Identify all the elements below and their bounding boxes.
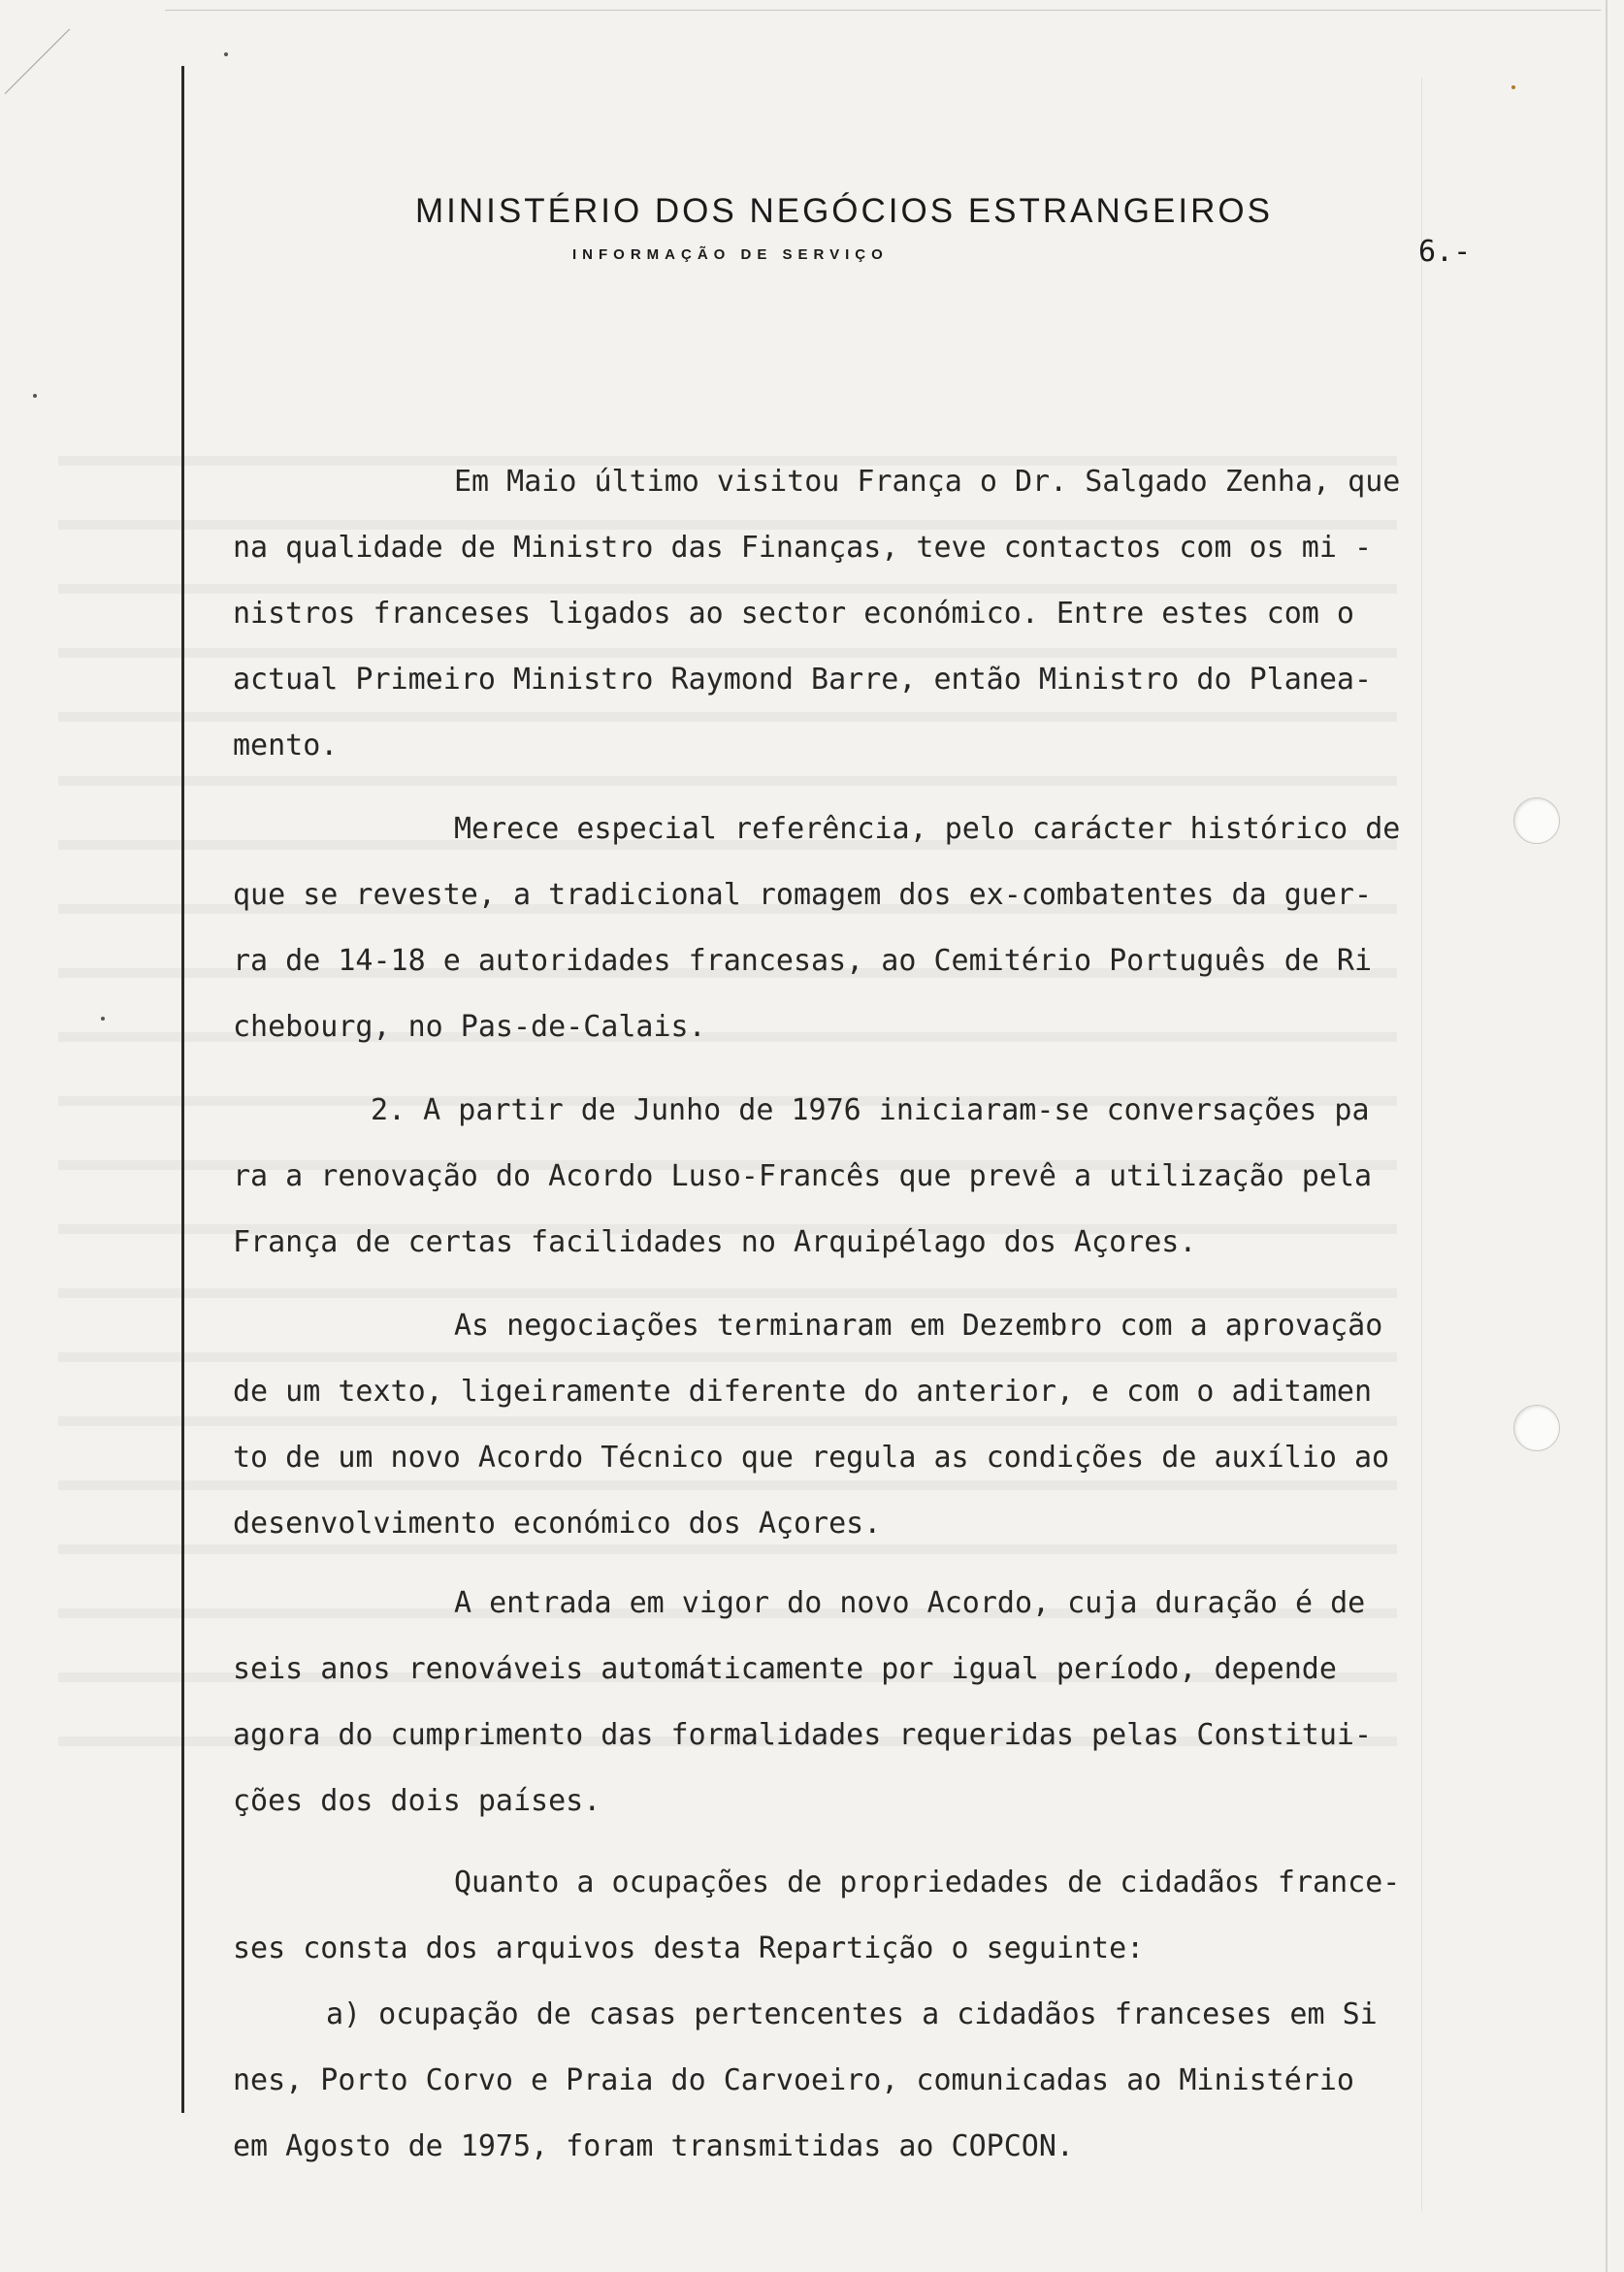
text-line: As negociações terminaram em Dezembro com a aprovação	[454, 1309, 1383, 1343]
text-line: nes, Porto Corvo e Praia do Carvoeiro, comunicadas ao Ministério	[233, 2063, 1354, 2097]
text-line: agora do cumprimento das formalidades requeridas pelas Constitui-	[233, 1718, 1372, 1752]
text-line: ses consta dos arquivos desta Repartição o seguinte:	[233, 1931, 1145, 1965]
text-line: mento.	[233, 729, 339, 763]
text-line: de um texto, ligeiramente diferente do anterior, e com o aditamen	[233, 1375, 1372, 1409]
text-line: seis anos renováveis automáticamente por igual período, depende	[233, 1652, 1337, 1686]
text-line: Quanto a ocupações de propriedades de cidadãos france-	[454, 1866, 1401, 1899]
text-line: ra a renovação do Acordo Luso-Francês que prevê a utilização pela	[233, 1159, 1372, 1193]
text-line: 2. A partir de Junho de 1976 iniciaram-se conversações pa	[371, 1093, 1370, 1127]
text-line: ções dos dois países.	[233, 1784, 601, 1818]
text-line: ra de 14-18 e autoridades francesas, ao Cemitério Português de Ri	[233, 944, 1372, 978]
text-line: desenvolvimento económico dos Açores.	[233, 1507, 882, 1541]
page-number: 6.-	[1418, 235, 1472, 269]
text-line: chebourg, no Pas-de-Calais.	[233, 1010, 706, 1044]
text-line: a) ocupação de casas pertencentes a cidadãos franceses em Si	[326, 1997, 1378, 2031]
text-line: A entrada em vigor do novo Acordo, cuja duração é de	[454, 1586, 1366, 1620]
text-line: em Agosto de 1975, foram transmitidas ao COPCON.	[233, 2129, 1074, 2163]
text-line: França de certas facilidades no Arquipélago dos Açores.	[233, 1225, 1197, 1259]
text-line: actual Primeiro Ministro Raymond Barre, então Ministro do Planea-	[233, 663, 1372, 697]
ministry-title: MINISTÉRIO DOS NEGÓCIOS ESTRANGEIROS	[415, 192, 1273, 230]
text-line: Em Maio último visitou França o Dr. Salgado Zenha, que	[454, 465, 1401, 499]
service-information-subtitle: INFORMAÇÃO DE SERVIÇO	[572, 246, 889, 263]
text-line: nistros franceses ligados ao sector económico. Entre estes com o	[233, 597, 1354, 631]
text-line: na qualidade de Ministro das Finanças, teve contactos com os mi -	[233, 531, 1372, 565]
text-line: to de um novo Acordo Técnico que regula as condições de auxílio ao	[233, 1441, 1390, 1475]
text-line: Merece especial referência, pelo carácter histórico de	[454, 812, 1401, 846]
text-line: que se reveste, a tradicional romagem dos ex-combatentes da guer-	[233, 878, 1372, 912]
